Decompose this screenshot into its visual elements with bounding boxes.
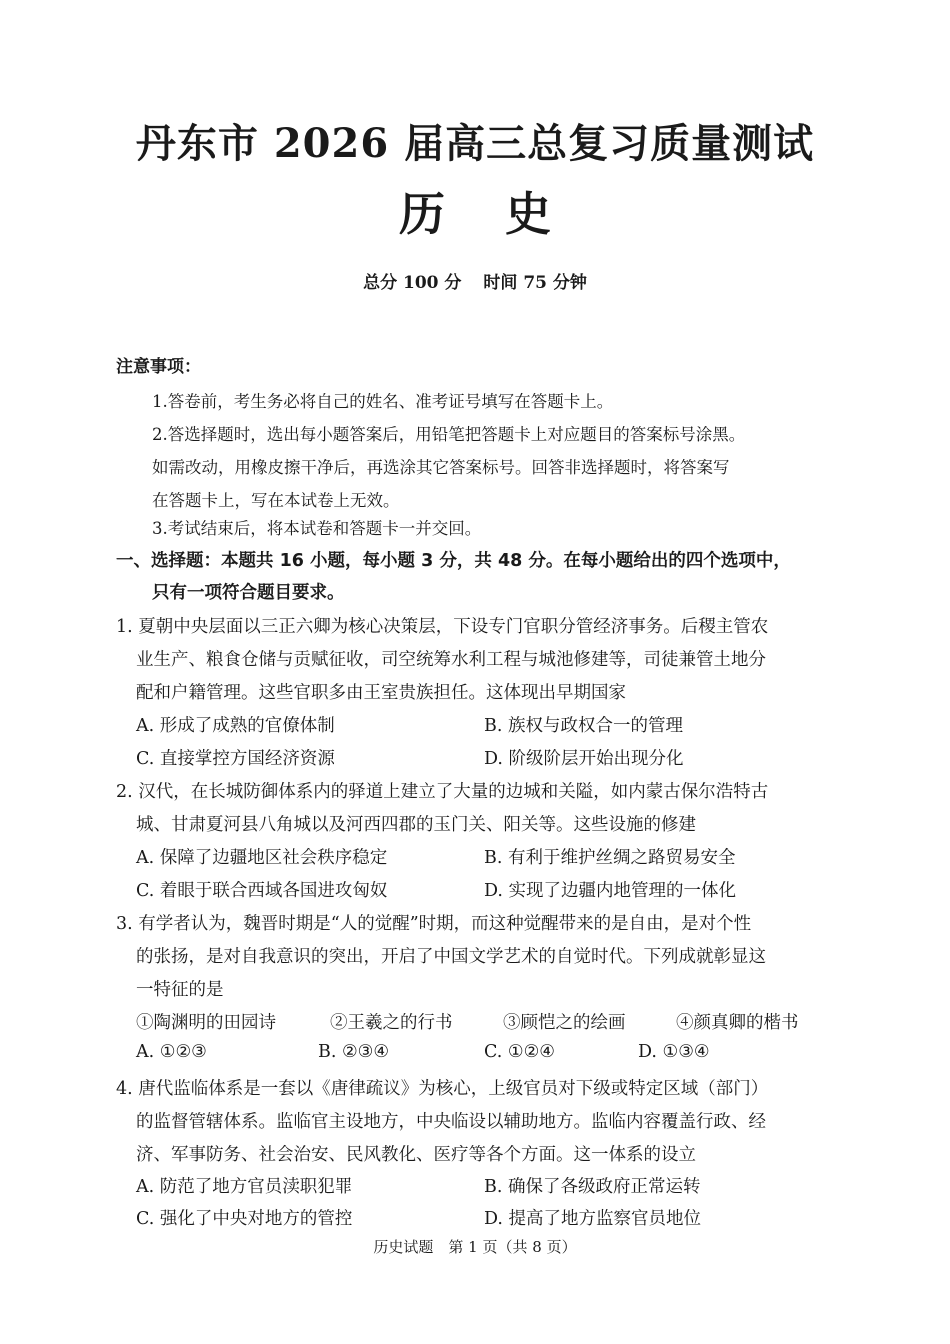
question-3-option-c: C. ①②④ <box>484 1042 555 1062</box>
question-3-option-d: D. ①③④ <box>638 1042 710 1062</box>
note-line: 如需改动，用橡皮擦干净后，再选涂其它答案标号。回答非选择题时，将答案写 <box>152 458 730 477</box>
question-4-line: 济、军事防务、社会治安、民风教化、医疗等各个方面。这一体系的设立 <box>136 1145 696 1165</box>
question-1-line: 业生产、粮食仓储与贡赋征收，司空统筹水利工程与城池修建等，司徒兼管土地分 <box>136 650 766 670</box>
note-line: 2.答选择题时，选出每小题答案后，用铅笔把答题卡上对应题目的答案标号涂黑。 <box>152 425 746 444</box>
subject-title: 历史 <box>399 187 611 241</box>
exam-time: 时间 75 分钟 <box>483 273 587 293</box>
note-line: 3.考试结束后，将本试卷和答题卡一并交回。 <box>152 519 482 538</box>
question-3-option-a: A. ①②③ <box>136 1042 207 1062</box>
section-heading-cont: 只有一项符合题目要求。 <box>152 583 345 603</box>
page-footer: 历史试题 第 1 页（共 8 页） <box>373 1238 577 1256</box>
question-4-option-c: C. 强化了中央对地方的管控 <box>136 1209 353 1229</box>
question-2-line: 2. 汉代，在长城防御体系内的驿道上建立了大量的边城和关隘，如内蒙古保尔浩特古 <box>116 782 769 802</box>
question-4-line: 4. 唐代监临体系是一套以《唐律疏议》为核心，上级官员对下级或特定区域（部门） <box>116 1079 769 1099</box>
question-3-item: ③顾恺之的绘画 <box>503 1013 626 1033</box>
score-time-line <box>0 268 950 293</box>
question-4-option-b: B. 确保了各级政府正常运转 <box>484 1177 701 1197</box>
note-line: 在答题卡上，写在本试卷上无效。 <box>152 491 400 510</box>
question-3-line: 的张扬，是对自我意识的突出，开启了中国文学艺术的自觉时代。下列成就彰显这 <box>136 947 766 967</box>
question-1-option-d: D. 阶级阶层开始出现分化 <box>484 749 684 769</box>
question-4-option-a: A. 防范了地方官员渎职犯罪 <box>136 1177 353 1197</box>
question-1-option-b: B. 族权与政权合一的管理 <box>484 716 683 736</box>
question-4-option-d: D. 提高了地方监察官员地位 <box>484 1209 702 1229</box>
exam-title: 丹东市 2026 届高三总复习质量测试 <box>135 120 815 167</box>
question-1-option-c: C. 直接掌控方国经济资源 <box>136 749 335 769</box>
question-1-line: 配和户籍管理。这些官职多由王室贵族担任。这体现出早期国家 <box>136 683 626 703</box>
question-1-option-a: A. 形成了成熟的官僚体制 <box>136 716 335 736</box>
question-3-line: 一特征的是 <box>136 980 224 1000</box>
section-heading: 一、选择题：本题共 16 小题，每小题 3 分，共 48 分。在每小题给出的四个选项中， <box>116 551 791 571</box>
question-4-line: 的监督管辖体系。监临官主设地方，中央临设以辅助地方。监临内容覆盖行政、经 <box>136 1112 766 1132</box>
total-score: 总分 100 分 <box>363 273 462 293</box>
question-2-option-a: A. 保障了边疆地区社会秩序稳定 <box>136 848 388 868</box>
notes-heading: 注意事项： <box>116 357 201 377</box>
question-3-option-b: B. ②③④ <box>318 1042 390 1062</box>
note-line: 1.答卷前，考生务必将自己的姓名、准考证号填写在答题卡上。 <box>152 392 614 411</box>
question-1-line: 1. 夏朝中央层面以三正六卿为核心决策层，下设专门官职分管经济事务。后稷主管农 <box>116 617 769 637</box>
question-2-line: 城、甘肃夏河县八角城以及河西四郡的玉门关、阳关等。这些设施的修建 <box>136 815 696 835</box>
question-3-line: 3. 有学者认为，魏晋时期是“人的觉醒”时期，而这种觉醒带来的是自由，是对个性 <box>116 914 752 934</box>
question-2-option-b: B. 有利于维护丝绸之路贸易安全 <box>484 848 736 868</box>
question-2-option-c: C. 着眼于联合西域各国进攻匈奴 <box>136 881 388 901</box>
question-3-item: ①陶渊明的田园诗 <box>136 1013 276 1033</box>
question-3-item: ②王羲之的行书 <box>330 1013 453 1033</box>
question-2-option-d: D. 实现了边疆内地管理的一体化 <box>484 881 737 901</box>
question-3-item: ④颜真卿的楷书 <box>676 1013 799 1033</box>
